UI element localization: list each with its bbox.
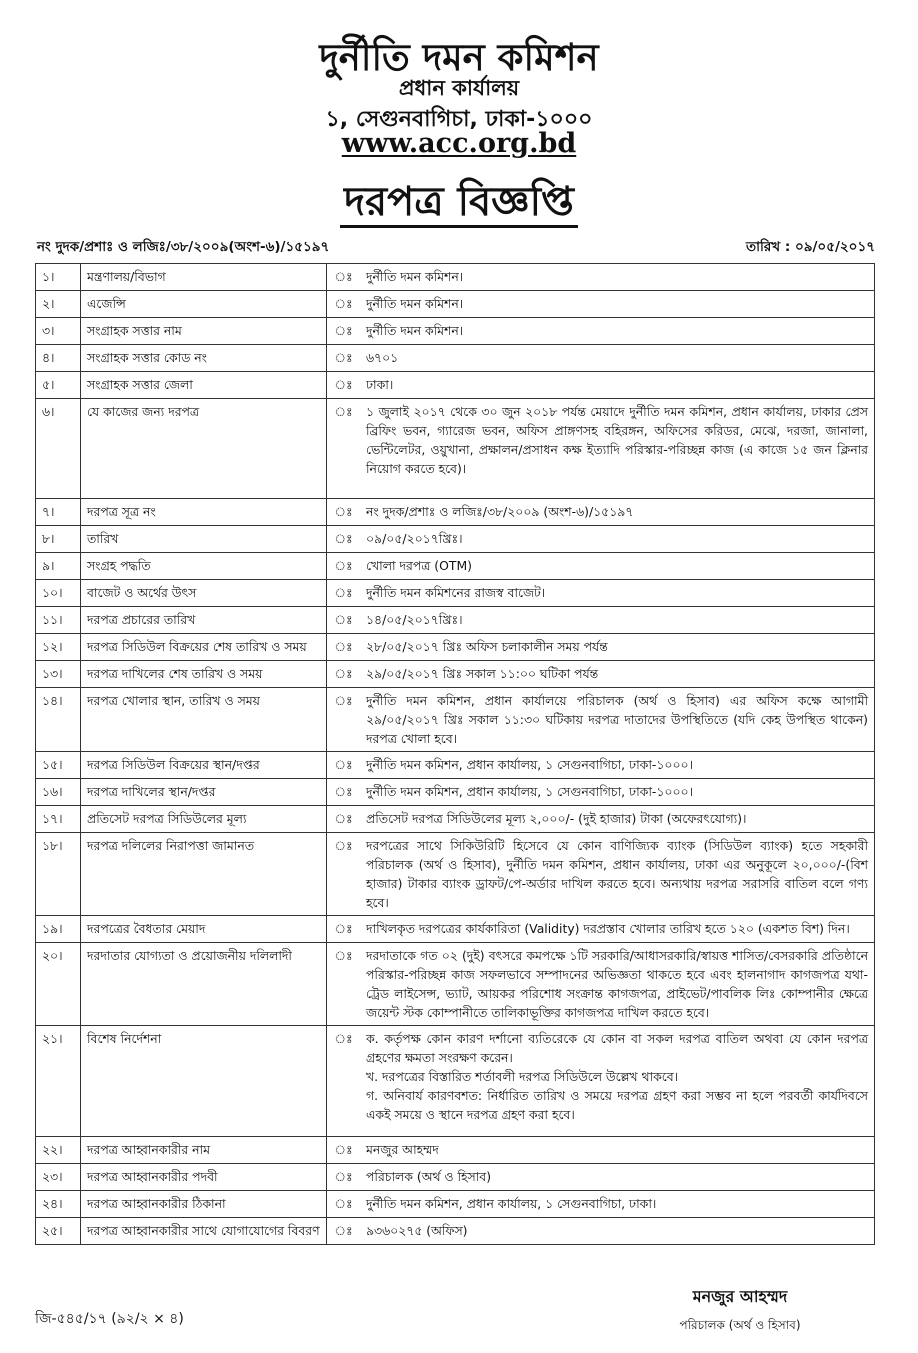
row-colon: ঃ — [327, 1026, 361, 1137]
row-colon: ঃ — [327, 1164, 361, 1191]
row-item: এজেন্সি — [81, 291, 327, 318]
row-value: ০৯/০৫/২০১৭খ্রিঃ। — [360, 526, 875, 553]
table-row — [36, 661, 875, 688]
row-item: সংগ্রহ পদ্ধতি — [81, 553, 327, 580]
row-serial: ২০। — [36, 943, 81, 1026]
table-row — [36, 779, 875, 806]
row-item: দরপত্র প্রচারের তারিখ — [81, 607, 327, 634]
office-address: ১, সেগুনবাগিচা, ঢাকা-১০০০ — [325, 107, 593, 132]
row-serial: ১৪। — [36, 688, 81, 752]
row-item: দরপত্র আহ্বানকারীর ঠিকানা — [81, 1191, 327, 1218]
table-row — [36, 806, 875, 833]
table-row — [36, 291, 875, 318]
row-serial: ১৫। — [36, 752, 81, 779]
row-value: ১৪/০৫/২০১৭খ্রিঃ। — [360, 607, 875, 634]
table-row — [36, 943, 875, 1026]
row-colon: ঃ — [327, 1137, 361, 1164]
office-name: প্রধান কার্যালয় — [398, 76, 520, 100]
row-serial: ১৮। — [36, 833, 81, 916]
row-value: পরিচালক (অর্থ ও হিসাব) — [360, 1164, 875, 1191]
row-value: দরদাতাকে গত ০২ (দুই) বৎসরে কমপক্ষে ১টি সরকারি/আধাসরকারি/স্বায়ত্ত শাসিত/বেসরকারি প্রতিষ্ঠানে পরিস্কার-পরিচ্ছন্ন কাজ সফলভাবে সম্পাদনের অভিজ্ঞতা থাকতে হবে এবং হালনাগাদ কাগজপত্র যথা-ট্রেড লাইসেন্স, ভ্যাট, আয়কর পরিশোধ সংক্রান্ত কাগজপত্র, প্রাইভেট/পাবলিক লিঃ কোম্পানীর ক্ষেত্রে জয়েন্ট স্টক কোম্পানীতে তালিকাভূক্তির কাগজপত্র দাখিল করতে হবে। — [360, 943, 875, 1026]
row-colon: ঃ — [327, 916, 361, 943]
table-row — [36, 916, 875, 943]
table-row — [36, 264, 875, 291]
table-row — [36, 580, 875, 607]
table-row — [36, 372, 875, 399]
row-serial: ২১। — [36, 1026, 81, 1137]
table-row — [36, 607, 875, 634]
row-value: দুর্নীতি দমন কমিশনের রাজস্ব বাজেট। — [360, 580, 875, 607]
row-colon: ঃ — [327, 752, 361, 779]
row-item: মন্ত্রণালয়/বিভাগ — [81, 264, 327, 291]
row-value: দুর্নীতি দমন কমিশন, প্রধান কার্যালয়ে পরিচালক (অর্থ ও হিসাব) এর অফিস কক্ষে আগামী ২৯/০৫/২০১৭ খ্রিঃ সকাল ১১:৩০ ঘটিকায় দরপত্র দাতাদের উপস্থিতিতে (যদি কেহ উপস্থিত থাকেন) দরপত্র খোলা হবে। — [360, 688, 875, 752]
row-serial: ৩। — [36, 318, 81, 345]
signatory-name: মনজুর আহম্মদ — [692, 1287, 788, 1306]
row-colon: ঃ — [327, 499, 361, 526]
row-serial: ৬। — [36, 399, 81, 499]
row-item: দরপত্র আহ্বানকারীর সাথে যোগাযোগের বিবরণ — [81, 1218, 327, 1245]
row-item: দরপত্রের বৈধতার মেয়াদ — [81, 916, 327, 943]
instruction-line: খ. দরপত্রের বিস্তারিত শর্তাবলী দরপত্র সিডিউলে উল্লেখ থাকবে। — [366, 1069, 679, 1084]
row-value: দুর্নীতি দমন কমিশন, প্রধান কার্যালয়, ১ সেগুনবাগিচা, ঢাকা-১০০০। — [360, 779, 875, 806]
row-value: দুর্নীতি দমন কমিশন। — [360, 318, 875, 345]
row-colon: ঃ — [327, 1191, 361, 1218]
row-value — [360, 1026, 875, 1137]
row-item: দরদাতার যোগ্যতা ও প্রয়োজনীয় দলিলাদী — [81, 943, 327, 1026]
row-item: বিশেষ নির্দেশনা — [81, 1026, 327, 1137]
row-item: দরপত্র আহ্বানকারীর পদবী — [81, 1164, 327, 1191]
table-row — [36, 688, 875, 752]
row-value: ৯৩৬০২৭৫ (অফিস) — [360, 1218, 875, 1245]
row-serial: ৭। — [36, 499, 81, 526]
table-row — [36, 553, 875, 580]
row-value: ১ জুলাই ২০১৭ থেকে ৩০ জুন ২০১৮ পর্যন্ত মেয়াদে দুর্নীতি দমন কমিশন, প্রধান কার্যালয়, ঢাকার প্রেস ব্রিফিং ভবন, গ্যারেজ ভবন, অফিস প্রাঙ্গণসহ বহিরঙ্গন, অফিসের করিডর, মেঝে, দরজা, জানালা, ভেন্টিলেটর, ওয়ুখানা, প্রক্ষালন/প্রসাধন কক্ষ ইত্যাদি পরিস্কার-পরিচ্ছন্ন কাজ (এ কাজে ১৫ জন ক্লিনার নিয়োগ করতে হবে)। — [360, 399, 875, 499]
row-item: যে কাজের জন্য দরপত্র — [81, 399, 327, 499]
row-item: দরপত্র সিডিউল বিক্রয়ের স্থান/দপ্তর — [81, 752, 327, 779]
table-row — [36, 833, 875, 916]
reference-number: নং দুদক/প্রশাঃ ও লজিঃ/৩৮/২০০৯(অংশ-৬)/১৫১৯৭ — [37, 239, 330, 255]
row-value: ২৯/০৫/২০১৭ খ্রিঃ সকাল ১১:০০ ঘটিকা পর্যন্ত — [360, 661, 875, 688]
row-item: বাজেট ও অর্থের উৎস — [81, 580, 327, 607]
notice-title — [0, 170, 918, 237]
organization-name: দুর্নীতি দমন কমিশন — [319, 36, 599, 79]
row-colon: ঃ — [327, 1218, 361, 1245]
row-colon: ঃ — [327, 833, 361, 916]
row-value: ২৮/০৫/২০১৭ খ্রিঃ অফিস চলাকালীন সময় পর্যন্ত — [360, 634, 875, 661]
table-row — [36, 499, 875, 526]
row-serial: ১০। — [36, 580, 81, 607]
row-colon: ঃ — [327, 526, 361, 553]
row-item: প্রতিসেট দরপত্র সিডিউলের মূল্য — [81, 806, 327, 833]
row-colon: ঃ — [327, 553, 361, 580]
footer-code: জি-৫৪৫/১৭ (৯২/২ × ৪) — [35, 1311, 184, 1327]
row-serial: ২৪। — [36, 1191, 81, 1218]
row-value: নং দুদক/প্রশাঃ ও লজিঃ/৩৮/২০০৯ (অংশ-৬)/১৫১৯৭ — [360, 499, 875, 526]
row-serial: ১। — [36, 264, 81, 291]
row-serial: ৮। — [36, 526, 81, 553]
row-item: দরপত্র দাখিলের স্থান/দপ্তর — [81, 779, 327, 806]
instruction-line: গ. অনিবার্য কারণবশত: নির্ধারিত তারিখ ও সময়ে দরপত্র গ্রহণ করা সম্ভব না হলে পরবর্তী কার্যদিবসে একই সময়ে ও স্থানে দরপত্র গ্রহণ করা হবে। — [366, 1088, 868, 1122]
row-serial: ২। — [36, 291, 81, 318]
table-row — [36, 526, 875, 553]
row-item: দরপত্র খোলার স্থান, তারিখ ও সময় — [81, 688, 327, 752]
table-row — [36, 1164, 875, 1191]
row-colon: ঃ — [327, 318, 361, 345]
row-serial: ১৬। — [36, 779, 81, 806]
row-item: সংগ্রাহক সত্তার নাম — [81, 318, 327, 345]
row-colon: ঃ — [327, 943, 361, 1026]
row-item: দরপত্র সূত্র নং — [81, 499, 327, 526]
row-colon: ঃ — [327, 345, 361, 372]
row-item: সংগ্রাহক সত্তার জেলা — [81, 372, 327, 399]
row-serial: ৪। — [36, 345, 81, 372]
website-link: www.acc.org.bd — [341, 128, 577, 159]
row-serial: ২৫। — [36, 1218, 81, 1245]
row-value: দুর্নীতি দমন কমিশন, প্রধান কার্যালয়, ১ সেগুনবাগিচা, ঢাকা। — [360, 1191, 875, 1218]
row-item: দরপত্র সিডিউল বিক্রয়ের শেষ তারিখ ও সময় — [81, 634, 327, 661]
row-value: ঢাকা। — [360, 372, 875, 399]
table-row — [36, 1191, 875, 1218]
row-colon: ঃ — [327, 399, 361, 499]
row-value: মনজুর আহম্মদ — [360, 1137, 875, 1164]
instruction-line: ক. কর্তৃপক্ষ কোন কারণ দর্শানো ব্যতিরেকে যে কোন বা সকল দরপত্র বাতিল অথবা যে কোন দরপত্র গ্রহণের ক্ষমতা সংরক্ষণ করেন। — [366, 1031, 868, 1065]
row-serial: ১১। — [36, 607, 81, 634]
table-row — [36, 1137, 875, 1164]
row-colon: ঃ — [327, 607, 361, 634]
row-serial: ১৭। — [36, 806, 81, 833]
row-colon: ঃ — [327, 688, 361, 752]
signature-block — [640, 1284, 840, 1337]
table-row — [36, 1218, 875, 1245]
row-item: সংগ্রাহক সত্তার কোড নং — [81, 345, 327, 372]
row-colon: ঃ — [327, 580, 361, 607]
table-row — [36, 634, 875, 661]
row-value: দুর্নীতি দমন কমিশন। — [360, 291, 875, 318]
row-value: প্রতিসেট দরপত্র সিডিউলের মূল্য ২,০০০/- (দুই হাজার) টাকা (অফেরৎযোগ্য)। — [360, 806, 875, 833]
reference-line — [37, 236, 875, 259]
table-row — [36, 399, 875, 499]
row-value: দুর্নীতি দমন কমিশন, প্রধান কার্যালয়, ১ সেগুনবাগিচা, ঢাকা-১০০০। — [360, 752, 875, 779]
row-item: দরপত্র দলিলের নিরাপত্তা জামানত — [81, 833, 327, 916]
row-colon: ঃ — [327, 806, 361, 833]
row-serial: ১৩। — [36, 661, 81, 688]
row-serial: ২২। — [36, 1137, 81, 1164]
row-colon: ঃ — [327, 264, 361, 291]
row-colon: ঃ — [327, 372, 361, 399]
row-colon: ঃ — [327, 634, 361, 661]
row-colon: ঃ — [327, 291, 361, 318]
reference-date: তারিখ : ০৯/০৫/২০১৭ — [745, 239, 875, 255]
row-colon: ঃ — [327, 779, 361, 806]
row-value: দরপত্রের সাথে সিকিউরিটি হিসেবে যে কোন বাণিজ্যিক ব্যাংক (সিডিউল ব্যাংক) হতে সহকারী পরিচালক (অর্থ ও হিসাব), দুর্নীতি দমন কমিশন, প্রধান কার্যালয়, ঢাকা এর অনুকূলে ২০,০০০/-(বিশ হাজার) টাকার ব্যাংক ড্রাফট/পে-অর্ডার দাখিল করতে হবে। অন্যথায় দরপত্র সরাসরি বাতিল বলে গণ্য হবে। — [360, 833, 875, 916]
signatory-title: পরিচালক (অর্থ ও হিসাব) — [679, 1318, 801, 1332]
row-item: তারিখ — [81, 526, 327, 553]
row-serial: ৯। — [36, 553, 81, 580]
tender-details-table — [35, 263, 875, 1245]
row-item: দরপত্র দাখিলের শেষ তারিখ ও সময় — [81, 661, 327, 688]
row-value: ৬৭০১ — [360, 345, 875, 372]
row-value: খোলা দরপত্র (OTM) — [360, 553, 875, 580]
row-colon: ঃ — [327, 661, 361, 688]
row-serial: ১৯। — [36, 916, 81, 943]
notice-title-text: দরপত্র বিজ্ঞপ্তি — [340, 179, 578, 228]
row-serial: ৫। — [36, 372, 81, 399]
row-value: দুর্নীতি দমন কমিশন। — [360, 264, 875, 291]
row-serial: ১২। — [36, 634, 81, 661]
table-row — [36, 318, 875, 345]
row-serial: ২৩। — [36, 1164, 81, 1191]
row-value: দাখিলকৃত দরপত্রের কার্যকারিতা (Validity) দরপ্রস্তাব খোলার তারিখ হতে ১২০ (একশত বিশ) দিন। — [360, 916, 875, 943]
table-row — [36, 1026, 875, 1137]
row-item: দরপত্র আহ্বানকারীর নাম — [81, 1137, 327, 1164]
table-row — [36, 345, 875, 372]
table-row — [36, 752, 875, 779]
